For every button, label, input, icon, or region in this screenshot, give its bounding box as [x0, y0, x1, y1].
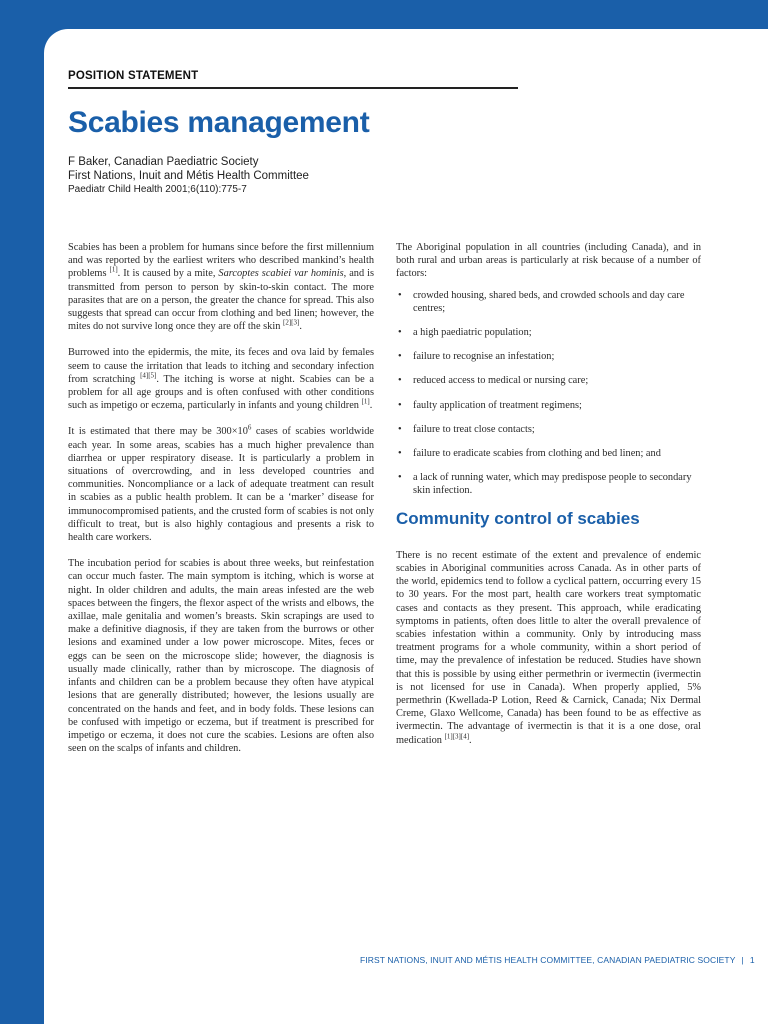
list-item: • failure to eradicate scabies from clothing and bed linen; and [396, 447, 701, 460]
byline [68, 155, 309, 197]
right-column [396, 241, 701, 760]
paragraph-incubation: The incubation period for scabies is about three weeks, but reinfestation can occur much faster. The main symptom is itching, which is worse at night. In older children and adults, the main areas infested are the web spaces between the fingers, the flexor aspect of the wrists and elbows, the axillae, male genitalia and women’s breasts. Skin scrapings are used to make a definitive diagnosis, if they are taken from the burrows or other lesions and examined under a low power microscope. Mites, feces or eggs can be seen on the microscope slide; however, the diagnosis is usually made clinically, rather than by microscope. The diagnosis of infants and children can be a problem because they often have atypical lesions that are generally distributed; however, the lesions usually are concentrated on the hands and feet, and in body folds. These lesions can be confused with impetigo or eczema, but if treatment is prescribed for impetigo or eczema, it does not cure the scabies. Lesions are often also seen on the scalps of infants and children. [68, 558, 374, 755]
document-type-label: POSITION STATEMENT [68, 70, 199, 82]
logo-line-2: Paediatric [656, 82, 712, 96]
cps-logo [596, 37, 756, 121]
paragraph-risk-intro: The Aboriginal population in all countries (including Canada), and in both rural and urban areas is particularly at risk because of a number of factors: [396, 242, 701, 280]
reference[interactable]: [1][3][4] [444, 732, 470, 741]
paragraph-irritation: Burrowed into the epidermis, the mite, its feces and ova laid by females seem to cause the irritation that leads to itching and secondary infection from scratching [4][5]. The itching is worse at night. Scabies can be a problem for all age groups and is often confused with other conditions such as impetigo or eczema, particularly in infants and young children [1]. [68, 347, 374, 412]
reference[interactable]: [2][3] [282, 318, 300, 327]
footer-separator: | [741, 955, 744, 965]
section-heading-community-control: Community control of scabies [396, 508, 640, 528]
paragraph-community-control: There is no recent estimate of the extent and prevalence of endemic scabies in Aboriginal communities across Canada. As in other parts of the world, epidemics tend to follow a cyclical pattern, occurring every 15 to 30 years. For the most part, health care workers treat symptomatic cases and contacts as they present. This approach, while eradicating symptoms in patients, often does little to alter the overall prevalence of scabies infestation within a community. Only by introducing mass treatment programs for a whole community, within a short period of time, may the prevalence of infestation be reduced. Studies have shown that this is possible by using either permethrin or ivermectin (ivermectin is not licensed for use in Canada). When properly applied, 5% permethrin (Kwellada-P Lotion, Reed & Carnick, Canada; Nix Dermal Creme, Glaxo Wellcome, Canada) has been found to be as effective as ivermectin. The advantage of ivermectin is that it is a one dose, oral medication [1][3][4]. [396, 549, 701, 746]
list-item: • failure to recognise an infestation; [396, 350, 701, 363]
author: F Baker, Canadian Paediatric Society [68, 156, 259, 168]
list-item: • a high paediatric population; [396, 326, 701, 339]
species-name: Sarcoptes scabiei var hominis [218, 268, 344, 280]
footer-publisher: FIRST NATIONS, INUIT AND MÉTIS HEALTH COMMITTEE, CANADIAN PAEDIATRIC SOCIETY [360, 955, 736, 965]
risk-factor-list [396, 289, 701, 498]
reference[interactable]: [1] [361, 397, 370, 406]
page-title: Scabies management [68, 106, 370, 139]
maple-leaf-child-icon [596, 37, 656, 121]
reference[interactable]: [4][5] [140, 371, 157, 380]
exponent: 6 [247, 424, 252, 432]
list-item: • failure to treat close contacts; [396, 423, 701, 436]
logo-line-3: Society [656, 97, 697, 111]
list-item: • crowded housing, shared beds, and crowded schools and day care centres; [396, 289, 701, 315]
citation: Paediatr Child Health 2001;6(110):775-7 [68, 184, 247, 195]
list-item: • faulty application of treatment regimens; [396, 399, 701, 412]
list-item: • reduced access to medical or nursing care; [396, 374, 701, 387]
paragraph-prevalence: It is estimated that there may be $300\times 10^6$ cases of scabies worldwide each year. In some areas, scabies has a much higher prevalence than diarrhea or upper respiratory disease. It is particularly a problem in situations of overcrowding, and in less developed countries and communities. Noncompliance or a lack of adequate treatment can result in scabies as a public health problem. It can be a ‘marker’ disease for immunocompromised patients, and the crusted form of scabies is not only difficult to treat, but is also highly contagious and presents a risk to health care workers. [68, 424, 374, 544]
page-number: 1 [749, 955, 755, 965]
reference[interactable]: [1] [109, 265, 118, 274]
logo-wordmark [656, 67, 756, 112]
page-footer [360, 955, 755, 965]
paragraph-history: Scabies has been a problem for humans since before the first millennium and was reported by the earliest writers who described mankind’s health problems [1]. It is caused by a mite, Sarcoptes scabiei var hominis, and is transmitted from person to person by skin-to-skin contact. The more parasites that are on a person, the greater the chance for spread. This also suggests that spread can occur from clothing and bed linen; however, the mites do not survive long once they are off the skin [2][3]. [68, 242, 375, 333]
header-divider [68, 87, 518, 89]
list-item: • a lack of running water, which may predispose people to secondary skin infection. [396, 471, 701, 497]
left-column [68, 241, 374, 768]
committee: First Nations, Inuit and Métis Health Committee [68, 170, 309, 182]
logo-line-1: Canadian [656, 67, 710, 81]
